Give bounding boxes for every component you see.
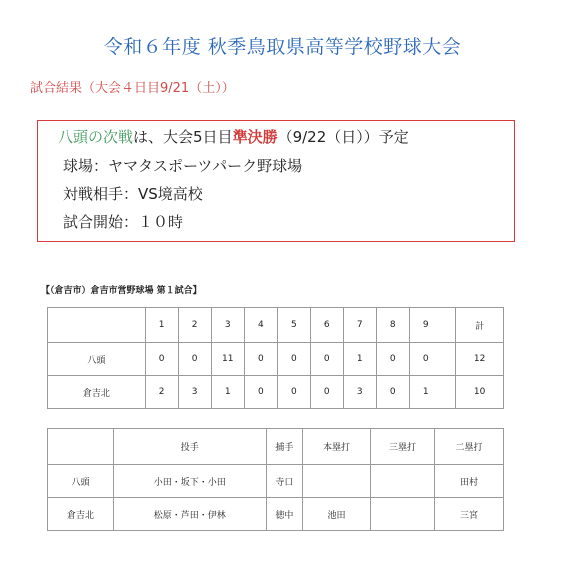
inning-score: 0	[376, 376, 409, 409]
venue-text: 球場：ヤマタスポーツパーク野球場	[63, 157, 303, 175]
double-cell: 田村	[435, 465, 504, 498]
inning-score: 2	[145, 376, 178, 409]
total-header: 計	[456, 308, 504, 343]
inning-score: 1	[211, 376, 244, 409]
game-venue-label: 【（倉吉市）倉吉市営野球場 第１試合】	[41, 286, 202, 296]
spacer-cell	[442, 376, 456, 409]
inning-header: 2	[178, 308, 211, 343]
double-cell: 三宮	[435, 498, 504, 531]
home-run-header: 本塁打	[303, 429, 371, 465]
team-name: 八頭	[48, 465, 114, 498]
inning-header: 1	[145, 308, 178, 343]
home-run-cell: 池田	[303, 498, 371, 531]
inning-score: 1	[343, 343, 376, 376]
inning-header: 5	[277, 308, 310, 343]
team-name: 倉吉北	[48, 376, 146, 409]
inning-score: 0	[145, 343, 178, 376]
players-row-yazu	[48, 465, 504, 498]
scoreboard-header-row	[48, 308, 504, 343]
team-name: 倉吉北	[48, 498, 114, 531]
next-game-label: 八頭の次戦	[58, 128, 134, 146]
players-row-kurayoshikita	[48, 498, 504, 531]
catcher-header: 捕手	[266, 429, 303, 465]
inning-score: 0	[310, 343, 343, 376]
next-game-notice	[37, 120, 515, 242]
inning-score: 0	[376, 343, 409, 376]
total-score: 10	[456, 376, 504, 409]
semifinal-label: 準決勝	[232, 128, 278, 146]
pitchers-cell: 松原・芦田・伊林	[113, 498, 266, 531]
pitchers-cell: 小田・坂下・小田	[113, 465, 266, 498]
players-table	[47, 428, 504, 531]
inning-score: 11	[211, 343, 244, 376]
inning-header: 7	[343, 308, 376, 343]
catcher-cell: 徳中	[266, 498, 303, 531]
inning-header: 4	[244, 308, 277, 343]
result-subtitle: 試合結果（大会４日目9/21（土））	[30, 81, 235, 96]
next-game-day: は、大会5日目	[133, 128, 233, 146]
next-game-date: （9/22（日））予定	[277, 128, 409, 146]
next-game-line	[58, 126, 409, 147]
inning-score: 3	[343, 376, 376, 409]
inning-header: 3	[211, 308, 244, 343]
players-header-row	[48, 429, 504, 465]
inning-score: 1	[409, 376, 441, 409]
inning-header: 8	[376, 308, 409, 343]
scoreboard-row-kurayoshikita	[48, 376, 504, 409]
inning-score: 0	[277, 343, 310, 376]
spacer-cell	[442, 308, 456, 343]
page-title: 令和６年度 秋季鳥取県高等学校野球大会	[103, 36, 462, 58]
inning-score: 3	[178, 376, 211, 409]
catcher-cell: 寺口	[266, 465, 303, 498]
home-run-cell	[303, 465, 371, 498]
scoreboard-row-yazu	[48, 343, 504, 376]
total-score: 12	[456, 343, 504, 376]
team-name: 八頭	[48, 343, 146, 376]
inning-score: 0	[244, 343, 277, 376]
players-corner-cell	[48, 429, 114, 465]
triple-cell	[371, 498, 435, 531]
inning-score: 0	[178, 343, 211, 376]
inning-score: 0	[310, 376, 343, 409]
pitcher-header: 投手	[113, 429, 266, 465]
triple-header: 三塁打	[371, 429, 435, 465]
spacer-cell	[442, 343, 456, 376]
scoreboard-corner-cell	[48, 308, 146, 343]
inning-header: 6	[310, 308, 343, 343]
start-time-text: 試合開始：１０時	[63, 213, 184, 231]
triple-cell	[371, 465, 435, 498]
inning-header: 9	[409, 308, 441, 343]
inning-score: 0	[244, 376, 277, 409]
inning-score: 0	[409, 343, 441, 376]
double-header: 二塁打	[435, 429, 504, 465]
scoreboard-table	[47, 307, 504, 409]
opponent-text: 対戦相手：VS境高校	[63, 185, 203, 203]
inning-score: 0	[277, 376, 310, 409]
